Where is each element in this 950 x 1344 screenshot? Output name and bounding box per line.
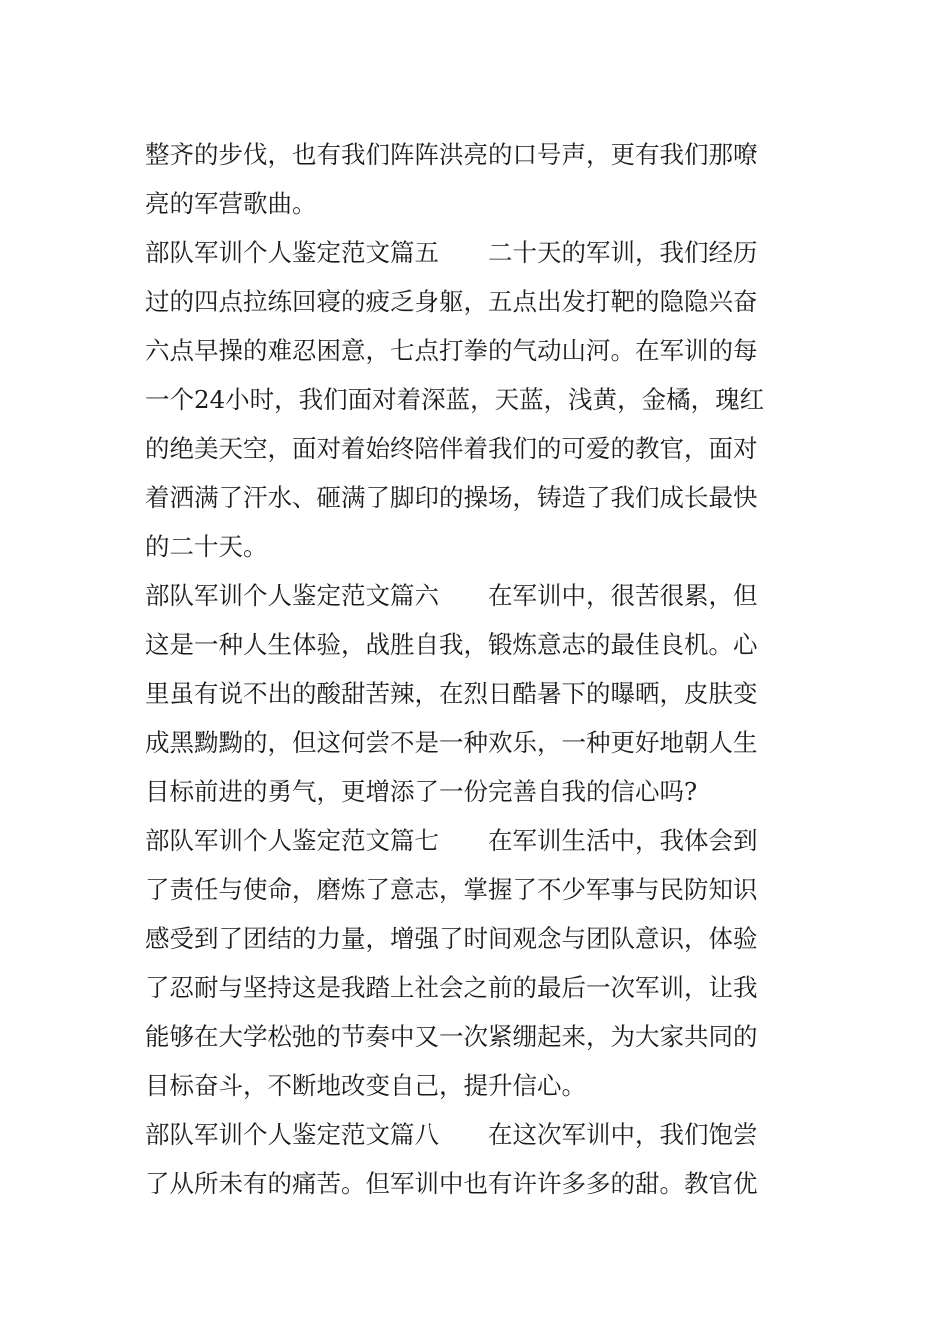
text-line: 的二十天。 (145, 532, 268, 561)
text-line: 着洒满了汗水、砸满了脚印的操场，铸造了我们成长最快 (145, 483, 758, 512)
text-line: 了从所未有的痛苦。但军训中也有许许多多的甜。教官优 (145, 1169, 758, 1198)
text-line: 了责任与使命，磨炼了意志，掌握了不少军事与民防知识 (145, 875, 758, 904)
section-heading-line: 部队军训个人鉴定范文篇八 在这次军训中，我们饱尝 (145, 1120, 758, 1149)
text-line: 六点早操的难忍困意，七点打拳的气动山河。在军训的每 (145, 336, 758, 365)
text-line: 了忍耐与坚持这是我踏上社会之前的最后一次军训，让我 (145, 973, 758, 1002)
text-line: 一个24小时，我们面对着深蓝，天蓝，浅黄，金橘，瑰红 (145, 385, 765, 414)
text-line: 亮的军营歌曲。 (145, 189, 317, 218)
text-line: 成黑黝黝的，但这何尝不是一种欢乐，一种更好地朝人生 (145, 728, 758, 757)
text-line: 里虽有说不出的酸甜苦辣，在烈日酷暑下的曝晒，皮肤变 (145, 679, 758, 708)
section-heading-line: 部队军训个人鉴定范文篇五 二十天的军训，我们经历 (145, 238, 758, 267)
section-heading-line: 部队军训个人鉴定范文篇七 在军训生活中，我体会到 (145, 826, 758, 855)
text-line: 目标前进的勇气，更增添了一份完善自我的信心吗? (145, 777, 698, 806)
text-line: 的绝美天空，面对着始终陪伴着我们的可爱的教官，面对 (145, 434, 758, 463)
body-text (145, 130, 810, 1208)
text-line: 这是一种人生体验，战胜自我，锻炼意志的最佳良机。心 (145, 630, 758, 659)
text-line: 能够在大学松弛的节奏中又一次紧绷起来，为大家共同的 (145, 1022, 758, 1051)
text-line: 过的四点拉练回寝的疲乏身躯，五点出发打靶的隐隐兴奋 (145, 287, 758, 316)
text-line: 整齐的步伐，也有我们阵阵洪亮的口号声，更有我们那嘹 (145, 140, 758, 169)
text-line: 感受到了团结的力量，增强了时间观念与团队意识，体验 (145, 924, 758, 953)
text-line: 目标奋斗，不断地改变自己，提升信心。 (145, 1071, 586, 1100)
section-heading-line: 部队军训个人鉴定范文篇六 在军训中，很苦很累，但 (145, 581, 758, 610)
